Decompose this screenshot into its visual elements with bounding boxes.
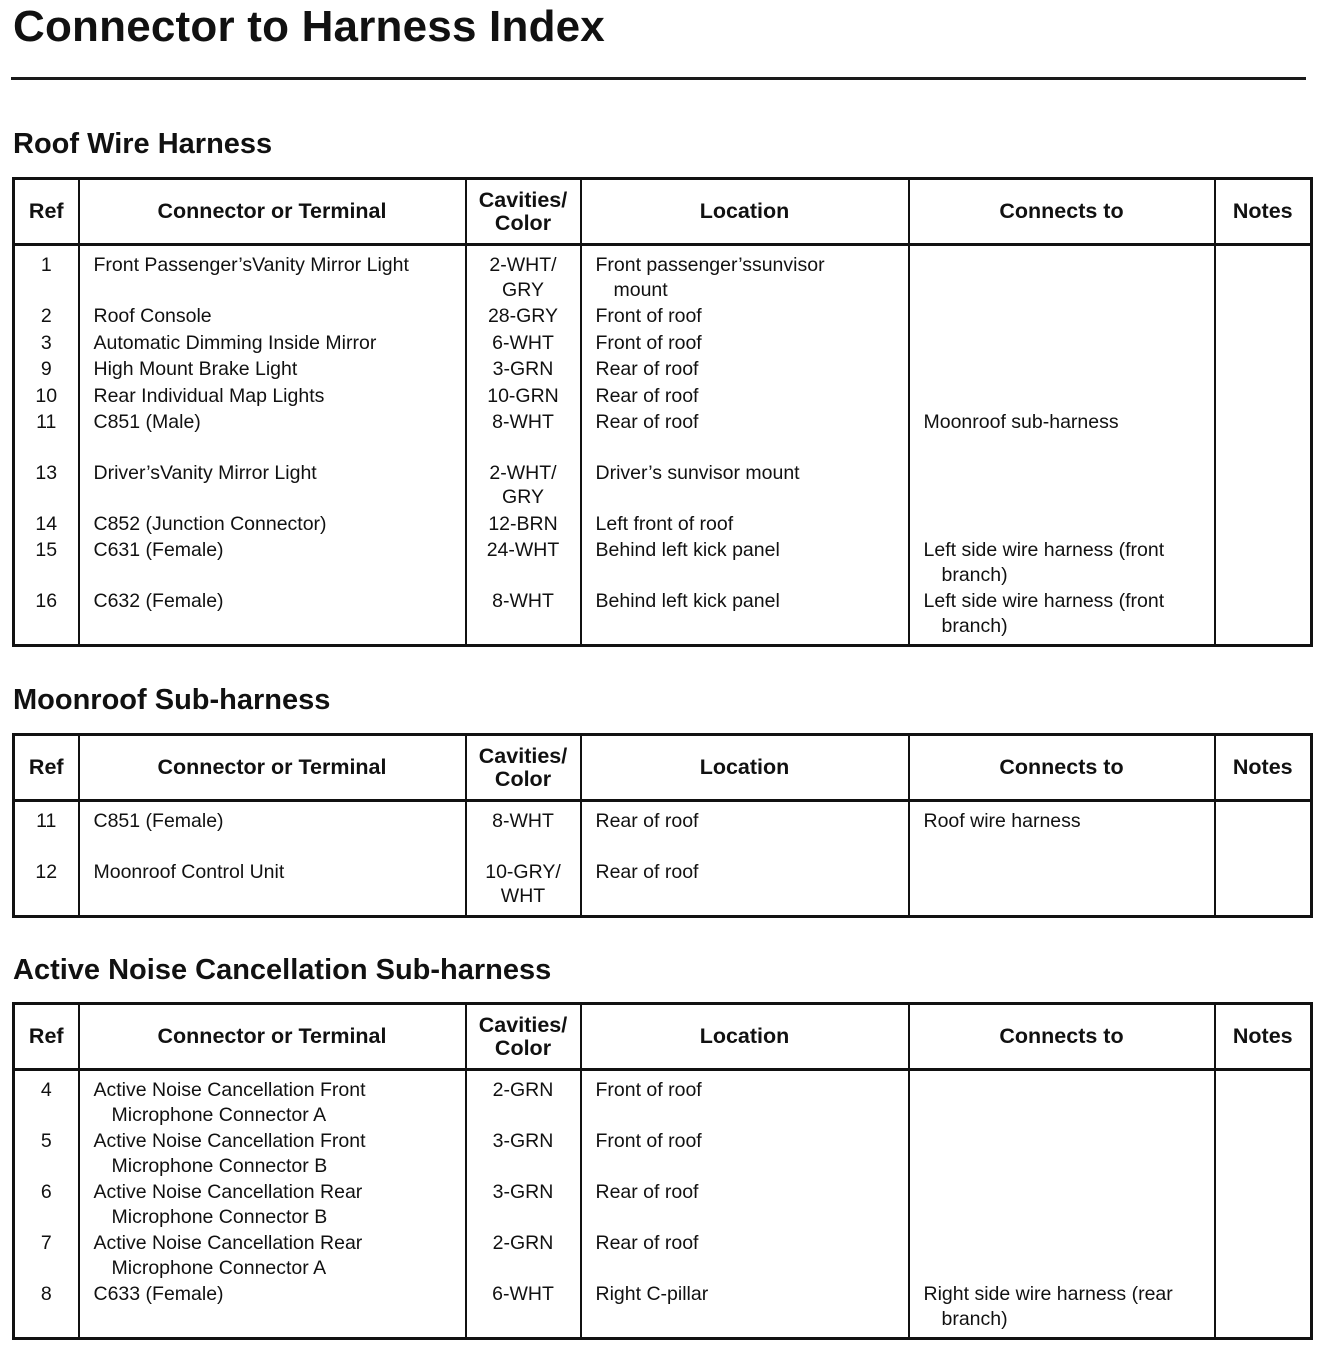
location-cell <box>581 331 909 358</box>
location-cell <box>581 1180 909 1231</box>
cavities-cell <box>466 357 581 384</box>
location-cell <box>581 801 909 860</box>
location-line: Rear of roof <box>595 411 699 433</box>
cavities-line: 28-GRY <box>487 305 559 327</box>
column-header-cavities: Cavities/ Color <box>466 179 581 245</box>
connector-line: C631 (Female) <box>93 539 224 561</box>
connector-line: Moonroof Control Unit <box>93 860 285 883</box>
connects-to-cell <box>909 538 1215 589</box>
location-line: Rear of roof <box>595 810 699 832</box>
connector-line: C851 (Male) <box>93 411 201 433</box>
connector-cell <box>79 384 466 411</box>
location-cell <box>581 1282 909 1339</box>
ref-cell: 16 <box>14 589 79 646</box>
connects-to-cell <box>909 1070 1215 1130</box>
connector-cell <box>79 357 466 384</box>
column-header-ref: Ref <box>14 179 79 245</box>
connector-cell <box>79 1231 466 1282</box>
connector-cell <box>79 1129 466 1180</box>
cavities-line: GRY <box>502 278 544 301</box>
table-row <box>14 589 1312 646</box>
cavities-cell <box>466 589 581 646</box>
notes-cell <box>1215 1231 1312 1282</box>
connector-cell <box>79 245 466 305</box>
table-row <box>14 538 1312 589</box>
location-cell <box>581 245 909 305</box>
connects-to-cell <box>909 384 1215 411</box>
connector-line: Active Noise Cancellation Rear <box>93 1232 363 1254</box>
location-line: Rear of roof <box>595 860 699 883</box>
location-cell <box>581 589 909 646</box>
column-header-ref: Ref <box>14 735 79 801</box>
cavities-cell <box>466 331 581 358</box>
connector-line: Front Passenger’sVanity Mirror Light <box>93 254 409 276</box>
ref-cell: 4 <box>14 1070 79 1130</box>
column-header-connects-to: Connects to <box>909 179 1215 245</box>
connects-to-cell <box>909 410 1215 461</box>
notes-cell <box>1215 860 1312 917</box>
connector-line: Microphone Connector A <box>111 1256 327 1279</box>
table-moonroof-sub-harness <box>12 733 1313 918</box>
location-line: Front of roof <box>595 1079 702 1101</box>
column-header-notes: Notes <box>1215 1004 1312 1070</box>
notes-cell <box>1215 245 1312 305</box>
table-row <box>14 1282 1312 1339</box>
notes-cell <box>1215 1180 1312 1231</box>
column-header-cavities: Cavities/ Color <box>466 1004 581 1070</box>
ref-cell: 13 <box>14 461 79 512</box>
ref-cell: 3 <box>14 331 79 358</box>
ref-cell: 2 <box>14 304 79 331</box>
location-cell <box>581 461 909 512</box>
cavities-cell <box>466 538 581 589</box>
connects-to-cell <box>909 1282 1215 1339</box>
location-cell <box>581 384 909 411</box>
connector-cell <box>79 512 466 539</box>
connects-to-line: Roof wire harness <box>923 810 1081 832</box>
table-row <box>14 384 1312 411</box>
table-header-row <box>14 735 1312 801</box>
connector-line: Microphone Connector A <box>111 1103 327 1126</box>
connector-cell <box>79 304 466 331</box>
connector-line: Driver’sVanity Mirror Light <box>93 461 317 484</box>
cavities-cell <box>466 801 581 860</box>
cavities-line: 10-GRN <box>487 384 559 407</box>
cavities-cell <box>466 1180 581 1231</box>
ref-cell: 11 <box>14 410 79 461</box>
connector-line: C851 (Female) <box>93 810 224 832</box>
table-row <box>14 1070 1312 1130</box>
location-cell <box>581 860 909 917</box>
cavities-line: GRY <box>502 486 544 508</box>
connector-cell <box>79 1180 466 1231</box>
notes-cell <box>1215 357 1312 384</box>
connector-line: C632 (Female) <box>93 590 224 612</box>
cavities-cell <box>466 1282 581 1339</box>
location-line: Behind left kick panel <box>595 539 780 561</box>
cavities-line: 8-WHT <box>492 810 554 832</box>
notes-cell <box>1215 384 1312 411</box>
ref-cell: 8 <box>14 1282 79 1339</box>
connects-to-cell <box>909 357 1215 384</box>
table-row <box>14 245 1312 305</box>
location-line: Rear of roof <box>595 1181 699 1203</box>
cavities-cell <box>466 384 581 411</box>
connects-to-line: branch) <box>941 614 1008 637</box>
table-row <box>14 1129 1312 1180</box>
table-row <box>14 1180 1312 1231</box>
connects-to-cell <box>909 1180 1215 1231</box>
connects-to-line: branch) <box>941 563 1008 586</box>
connects-to-cell <box>909 512 1215 539</box>
ref-cell: 14 <box>14 512 79 539</box>
cavities-line: 6-WHT <box>492 1283 554 1305</box>
location-line: Behind left kick panel <box>595 590 780 612</box>
location-cell <box>581 1129 909 1180</box>
location-cell <box>581 357 909 384</box>
notes-cell <box>1215 1070 1312 1130</box>
connects-to-line: Moonroof sub-harness <box>923 411 1119 433</box>
ref-cell: 9 <box>14 357 79 384</box>
connects-to-line: branch) <box>941 1307 1008 1330</box>
column-header-location: Location <box>581 179 909 245</box>
connector-cell <box>79 589 466 646</box>
table-row <box>14 1231 1312 1282</box>
section-title-moonroof-sub-harness: Moonroof Sub-harness <box>13 684 331 716</box>
location-cell <box>581 512 909 539</box>
column-header-notes: Notes <box>1215 179 1312 245</box>
notes-cell <box>1215 461 1312 512</box>
connector-line: Automatic Dimming Inside Mirror <box>93 331 377 354</box>
connector-line: Microphone Connector B <box>111 1205 328 1228</box>
cavities-line: 8-WHT <box>492 590 554 612</box>
table-row <box>14 410 1312 461</box>
ref-cell: 1 <box>14 245 79 305</box>
connects-to-line: Left side wire harness (front <box>923 590 1165 612</box>
table-header-row <box>14 179 1312 245</box>
table-row <box>14 331 1312 358</box>
cavities-line: 3-GRN <box>492 358 554 380</box>
column-header-notes: Notes <box>1215 735 1312 801</box>
cavities-cell <box>466 1129 581 1180</box>
connector-line: Active Noise Cancellation Front <box>93 1079 366 1101</box>
table-row <box>14 512 1312 539</box>
notes-cell <box>1215 512 1312 539</box>
connector-cell <box>79 801 466 860</box>
connects-to-cell <box>909 304 1215 331</box>
column-header-connector: Connector or Terminal <box>79 1004 466 1070</box>
column-header-ref: Ref <box>14 1004 79 1070</box>
connector-cell <box>79 410 466 461</box>
connects-to-cell <box>909 245 1215 305</box>
cavities-cell <box>466 860 581 917</box>
location-line: Front of roof <box>595 1130 702 1152</box>
location-cell <box>581 304 909 331</box>
ref-cell: 5 <box>14 1129 79 1180</box>
connector-line: C852 (Junction Connector) <box>93 512 327 535</box>
cavities-line: 6-WHT <box>492 331 554 354</box>
cavities-cell <box>466 1231 581 1282</box>
ref-cell: 6 <box>14 1180 79 1231</box>
table-roof-wire-harness <box>12 177 1313 647</box>
table-active-noise-cancellation-sub-harness <box>12 1002 1313 1340</box>
cavities-line: 10-GRY/ <box>485 860 561 883</box>
location-cell <box>581 1070 909 1130</box>
cavities-cell <box>466 304 581 331</box>
ref-cell: 7 <box>14 1231 79 1282</box>
connects-to-cell <box>909 331 1215 358</box>
connector-line: High Mount Brake Light <box>93 358 298 380</box>
notes-cell <box>1215 801 1312 860</box>
column-header-location: Location <box>581 735 909 801</box>
location-line: Front of roof <box>595 305 702 327</box>
connector-cell <box>79 1282 466 1339</box>
notes-cell <box>1215 538 1312 589</box>
cavities-cell <box>466 245 581 305</box>
location-line: Rear of roof <box>595 384 699 407</box>
cavities-line: 3-GRN <box>492 1181 554 1203</box>
cavities-line: 2-WHT/ <box>489 254 557 276</box>
ref-cell: 12 <box>14 860 79 917</box>
connects-to-cell <box>909 1129 1215 1180</box>
column-header-location: Location <box>581 1004 909 1070</box>
cavities-line: 8-WHT <box>492 411 554 433</box>
notes-cell <box>1215 410 1312 461</box>
cavities-line: 2-WHT/ <box>489 461 557 484</box>
connector-cell <box>79 331 466 358</box>
connects-to-cell <box>909 589 1215 646</box>
connector-cell <box>79 538 466 589</box>
column-header-connector: Connector or Terminal <box>79 179 466 245</box>
table-row <box>14 357 1312 384</box>
title-divider <box>11 77 1306 80</box>
location-line: Left front of roof <box>595 512 734 535</box>
connector-cell <box>79 860 466 917</box>
connects-to-cell <box>909 860 1215 917</box>
section-title-roof-wire-harness: Roof Wire Harness <box>13 128 273 160</box>
location-line: Front of roof <box>595 331 702 354</box>
connector-line: Rear Individual Map Lights <box>93 384 325 407</box>
connects-to-cell <box>909 1231 1215 1282</box>
column-header-connector: Connector or Terminal <box>79 735 466 801</box>
connector-line: Active Noise Cancellation Front <box>93 1130 366 1152</box>
location-line: Rear of roof <box>595 1232 699 1254</box>
connector-cell <box>79 461 466 512</box>
connects-to-line: Left side wire harness (front <box>923 539 1165 561</box>
cavities-line: WHT <box>500 885 546 907</box>
notes-cell <box>1215 331 1312 358</box>
column-header-connects-to: Connects to <box>909 735 1215 801</box>
table-row <box>14 801 1312 860</box>
cavities-cell <box>466 461 581 512</box>
section-title-active-noise-cancellation-sub-harness: Active Noise Cancellation Sub-harness <box>13 954 552 986</box>
location-line: Rear of roof <box>595 358 699 380</box>
notes-cell <box>1215 1282 1312 1339</box>
location-line: mount <box>613 278 668 301</box>
location-line: Front passenger’ssunvisor <box>595 254 825 276</box>
table-row <box>14 304 1312 331</box>
cavities-cell <box>466 512 581 539</box>
table-row <box>14 860 1312 917</box>
location-cell <box>581 410 909 461</box>
ref-cell: 11 <box>14 801 79 860</box>
connector-cell <box>79 1070 466 1130</box>
notes-cell <box>1215 1129 1312 1180</box>
location-cell <box>581 1231 909 1282</box>
table-row <box>14 461 1312 512</box>
column-header-connects-to: Connects to <box>909 1004 1215 1070</box>
cavities-line: 12-BRN <box>488 512 558 535</box>
ref-cell: 10 <box>14 384 79 411</box>
notes-cell <box>1215 304 1312 331</box>
page-title: Connector to Harness Index <box>13 2 605 51</box>
connector-line: Active Noise Cancellation Rear <box>93 1181 363 1203</box>
connector-line: C633 (Female) <box>93 1283 224 1305</box>
cavities-line: 2-GRN <box>492 1079 554 1101</box>
location-cell <box>581 538 909 589</box>
connector-line: Microphone Connector B <box>111 1154 328 1177</box>
notes-cell <box>1215 589 1312 646</box>
cavities-line: 24-WHT <box>486 539 560 561</box>
cavities-line: 2-GRN <box>492 1232 554 1254</box>
cavities-line: 3-GRN <box>492 1130 554 1152</box>
column-header-cavities: Cavities/ Color <box>466 735 581 801</box>
ref-cell: 15 <box>14 538 79 589</box>
cavities-cell <box>466 1070 581 1130</box>
connects-to-cell <box>909 801 1215 860</box>
connects-to-cell <box>909 461 1215 512</box>
connects-to-line: Right side wire harness (rear <box>923 1283 1173 1305</box>
connector-line: Roof Console <box>93 305 212 327</box>
location-line: Right C-pillar <box>595 1283 709 1305</box>
cavities-cell <box>466 410 581 461</box>
location-line: Driver’s sunvisor mount <box>595 461 800 484</box>
table-header-row <box>14 1004 1312 1070</box>
